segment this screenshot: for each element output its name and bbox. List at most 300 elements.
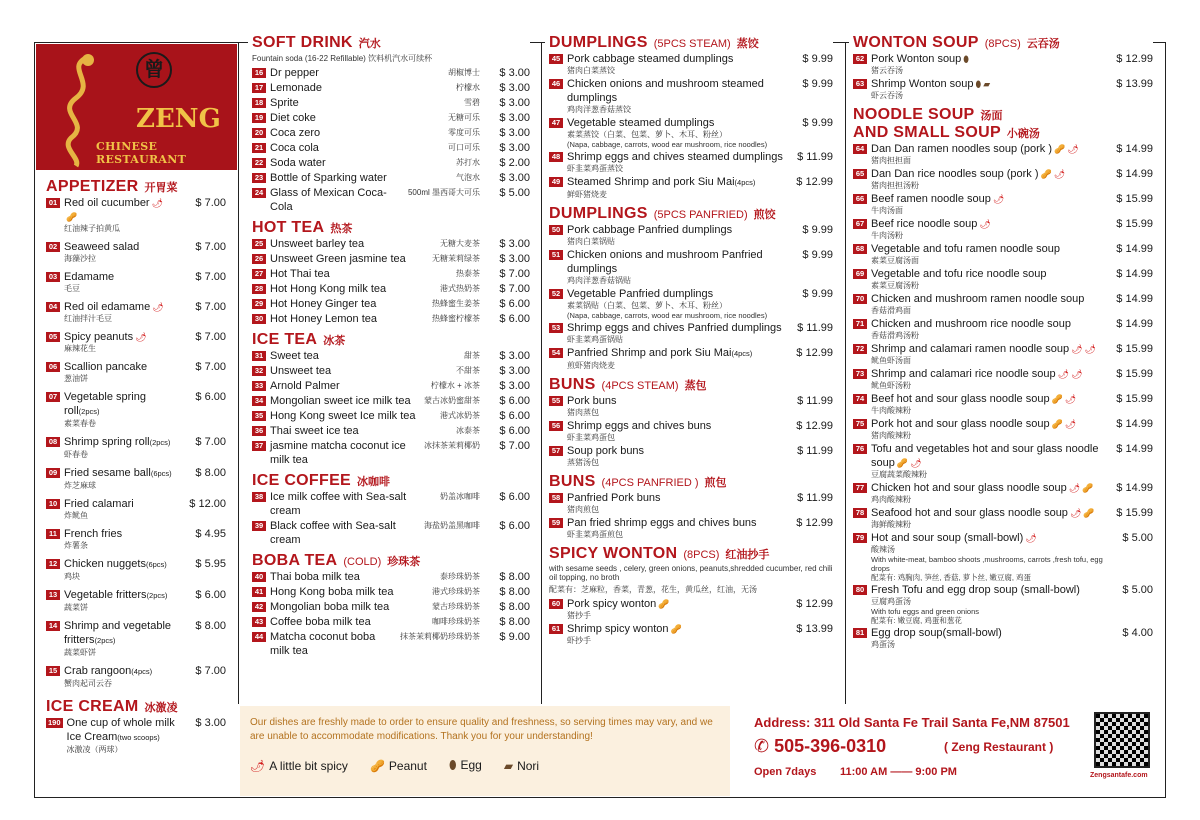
item-name (567, 419, 783, 443)
bobatea-section (252, 552, 530, 658)
item-name-en: Fried calamari (64, 498, 134, 510)
menu-item[interactable] (252, 282, 530, 296)
bobatea-title (248, 552, 530, 570)
item-name-en: Thai boba milk tea (270, 571, 360, 583)
item-price: $ 8.00 (195, 620, 226, 632)
item-portion: (6pcs) (145, 560, 167, 569)
menu-item[interactable] (252, 66, 530, 80)
item-number: 81 (853, 628, 867, 638)
item-price: $ 7.00 (195, 241, 226, 253)
softdrink-section (252, 34, 530, 214)
item-name-en: Shrimp Wonton soup (871, 78, 974, 90)
item-price: $ 14.99 (1116, 143, 1153, 155)
peanut-icon: 🥜 (369, 758, 385, 773)
item-price: $ 3.00 (499, 238, 530, 250)
menu-item[interactable] (549, 248, 833, 286)
item-name (270, 349, 460, 363)
item-name (871, 392, 1103, 416)
item-price: $ 15.99 (1116, 343, 1153, 355)
item-name-cn: 抹茶茉莉椰奶珍珠奶茶 (400, 632, 480, 641)
menu-item[interactable] (853, 342, 1153, 366)
item-name-en: Fresh Tofu and egg drop soup (small-bowl) (871, 584, 1080, 596)
pepper-icon: 🌶 (1057, 369, 1070, 379)
item-price: $ 8.00 (499, 601, 530, 613)
section-title-en: ICE COFFEE (252, 472, 352, 489)
phone-number[interactable]: ✆ 505-396-0310 (754, 736, 887, 756)
item-price: $ 3.00 (499, 172, 530, 184)
item-name (567, 597, 783, 621)
item-name (567, 516, 783, 540)
item-price: $ 7.00 (195, 436, 226, 448)
peanut-icon: 🥜 (670, 624, 682, 634)
item-name-en: jasmine matcha coconut ice milk tea (270, 440, 406, 466)
item-price: $ 8.00 (195, 467, 226, 479)
menu-item[interactable] (46, 527, 226, 551)
menu-item[interactable] (853, 317, 1153, 341)
menu-item[interactable] (252, 81, 530, 95)
egg-icon: ⬮ (975, 79, 982, 89)
item-name (270, 81, 452, 95)
menu-item[interactable] (549, 491, 833, 515)
item-number: 68 (853, 244, 867, 254)
menu-item[interactable] (46, 390, 226, 429)
icecoffee-section (252, 472, 530, 547)
peanut-icon: 🥜 (896, 458, 909, 468)
item-name-en: Beef hot and sour glass noodle soup (871, 393, 1050, 405)
item-name (270, 282, 436, 296)
menu-item[interactable] (46, 588, 226, 613)
item-name-cn: 毛豆 (64, 284, 80, 293)
item-number: 40 (252, 572, 266, 582)
qr-code-icon[interactable] (1094, 712, 1150, 768)
section-title-sub: (5PCS PANFRIED) (653, 209, 748, 221)
menu-item[interactable] (252, 379, 530, 393)
menu-item[interactable] (46, 557, 226, 582)
pepper-icon: 🌶 (1053, 169, 1066, 179)
item-name-en: Egg drop soup(small-bowl) (871, 627, 1002, 639)
item-name-en: Mongolian sweet ice milk tea (270, 395, 411, 407)
item-price: $ 15.99 (1116, 368, 1153, 380)
menu-item[interactable] (549, 394, 833, 418)
section-title-en: BUNS (549, 376, 596, 393)
bunsteam-title (545, 376, 833, 394)
icecream-section (46, 698, 226, 755)
menu-item[interactable] (549, 346, 833, 371)
peanut-icon: 🥜 (1051, 419, 1063, 429)
item-name (64, 330, 176, 354)
item-name (270, 439, 420, 467)
menu-item[interactable] (853, 217, 1153, 241)
section-title-en: BOBA TEA (252, 552, 338, 569)
menu-item[interactable] (853, 417, 1153, 441)
item-price: $ 4.95 (195, 528, 226, 540)
item-name-en: Vegetable steamed dumplings (567, 117, 715, 129)
brand-name: ZENG (136, 104, 221, 134)
menu-item[interactable] (252, 600, 530, 614)
item-price: $ 3.00 (499, 365, 530, 377)
menu-item[interactable] (853, 481, 1153, 505)
menu-item[interactable] (853, 367, 1153, 391)
menu-item[interactable] (252, 615, 530, 629)
menu-item[interactable] (853, 392, 1153, 416)
pepper-icon: 🌶 (910, 458, 922, 468)
item-price: $ 3.00 (499, 112, 530, 124)
item-name-en: Shrimp and vegetable fritters (64, 620, 172, 646)
item-price: $ 3.00 (499, 253, 530, 265)
item-price: $ 8.00 (499, 616, 530, 628)
item-name-cn: 酸辣汤 (871, 545, 895, 554)
notice-message: Our dishes are freshly made to order to ensure quality and freshness, so serving times may vary, and we are unable to accommodate modifications. Thank you for your understanding! (250, 717, 713, 742)
item-price: $ 12.99 (796, 176, 833, 188)
item-name-cn: 胡椒博士 (448, 68, 480, 77)
item-name-cn: 香菇滑鸡面 (871, 306, 911, 315)
item-name-en: Hot Hong Kong milk tea (270, 283, 387, 295)
item-price: $ 7.00 (499, 283, 530, 295)
menu-item[interactable] (853, 167, 1153, 191)
peanut-icon: 🥜 (1082, 483, 1094, 493)
item-portion: (2pcs) (94, 636, 116, 645)
menu-item[interactable] (252, 630, 530, 658)
item-name (270, 312, 428, 326)
item-name-cn: 鸡肉洋葱香菇锅贴 (567, 276, 631, 285)
section-title-cn: 开胃菜 (144, 182, 178, 194)
spicywonton-title (545, 545, 833, 563)
item-name-en: Shrimp and calamari ramen noodle soup (871, 343, 1070, 355)
item-name-cn: 豆腐鸡蛋汤 (871, 597, 911, 606)
section-note: with sesame seeds , celery, green onions, peanuts,shredded cucumber, red chili oil topping, no broth (549, 564, 833, 582)
item-number: 25 (252, 239, 266, 249)
section-title-sub: (4PCS STEAM) (601, 380, 679, 392)
item-name-en: Seaweed salad (64, 241, 140, 253)
item-name-en: Sprite (270, 97, 299, 109)
item-name-en: Black coffee with Sea-salt cream (270, 520, 396, 546)
menu-item[interactable] (46, 435, 226, 460)
item-number: 21 (252, 143, 266, 153)
item-price: $ 15.99 (1116, 193, 1153, 205)
menu-item[interactable] (252, 409, 530, 423)
item-number: 38 (252, 492, 266, 502)
menu-item[interactable] (853, 52, 1153, 76)
menu-item[interactable] (252, 570, 530, 584)
item-name-en: Steamed Shrimp and pork Siu Mai (567, 176, 735, 188)
item-price: $ 3.00 (195, 717, 226, 729)
item-price: $ 14.99 (1116, 243, 1153, 255)
item-number: 67 (853, 219, 867, 229)
menu-item[interactable] (549, 516, 833, 540)
item-name (871, 292, 1103, 316)
menu-item[interactable] (252, 364, 530, 378)
menu-item[interactable] (252, 297, 530, 311)
item-name (270, 171, 452, 185)
item-price: $ 6.00 (499, 425, 530, 437)
menu-item[interactable] (46, 716, 226, 755)
menu-item[interactable] (853, 531, 1153, 582)
appetizer-title (42, 178, 226, 196)
item-number: 04 (46, 302, 60, 312)
menu-item[interactable] (46, 466, 226, 491)
item-name-cn: 泰珍珠奶茶 (440, 572, 480, 581)
item-name-en: Unsweet Green jasmine tea (270, 253, 406, 265)
item-price: $ 7.00 (195, 665, 226, 677)
item-note: With tofu eggs and green onions (871, 607, 979, 616)
item-name (270, 600, 428, 614)
item-number: 66 (853, 194, 867, 204)
item-name-en: Arnold Palmer (270, 380, 340, 392)
item-name-en: Pork hot and sour glass noodle soup (871, 418, 1050, 430)
pepper-icon: 🌶 (151, 198, 164, 208)
item-number: 03 (46, 272, 60, 282)
item-number: 64 (853, 144, 867, 154)
item-name-en: Panfried Pork buns (567, 492, 661, 504)
item-portion: (2pcs) (149, 438, 171, 447)
item-name-en: Hot and sour soup (small-bowl) (871, 532, 1024, 544)
section-title-sub: (8PCS) (984, 38, 1021, 50)
item-number: 30 (252, 314, 266, 324)
item-name-en: Shrimp eggs and chives buns (567, 420, 712, 432)
item-name-en: Thai sweet ice tea (270, 425, 359, 437)
item-name (64, 435, 176, 460)
restaurant-name: ( Zeng Restaurant ) (944, 740, 1054, 754)
pepper-icon: 🌶 (1069, 508, 1082, 518)
item-number: 17 (252, 83, 266, 93)
item-name-en: Dr pepper (270, 67, 319, 79)
menu-item[interactable] (252, 96, 530, 110)
pepper-icon: 🌶 (979, 219, 991, 229)
spicywonton-section (549, 545, 833, 646)
item-name (871, 317, 1103, 341)
item-name (871, 217, 1103, 241)
section-note-cn: 配菜有：芝麻粒，香菜，青葱，花生，黄瓜丝，红油，无汤 (549, 585, 757, 594)
icecoffee-title (248, 472, 530, 490)
menu-item[interactable] (549, 116, 833, 149)
menu-item[interactable] (252, 519, 530, 547)
item-number: 24 (252, 188, 266, 198)
item-name (567, 150, 783, 174)
menu-item[interactable] (549, 223, 833, 247)
item-portion: (4pcs) (131, 667, 153, 676)
item-name (567, 175, 783, 200)
item-name-cn: 猪肉煎包 (567, 505, 599, 514)
menu-item[interactable] (46, 240, 226, 264)
section-note: Fountain soda (16-22 Refillable) 饮料机汽水可续杯 (252, 54, 433, 63)
item-portion: (two scoops) (117, 733, 160, 742)
menu-item[interactable] (853, 192, 1153, 216)
item-price: $ 12.99 (796, 517, 833, 529)
item-name-en: Hot Thai tea (270, 268, 330, 280)
menu-item[interactable] (549, 52, 833, 76)
item-name-en: French fries (64, 528, 123, 540)
item-name-cn: 虾韭菜鸡蛋包 (567, 433, 615, 442)
item-number: 32 (252, 366, 266, 376)
item-name (270, 126, 444, 140)
item-name-cn: 鸡块 (64, 572, 80, 581)
item-name-en: Hot Honey Ginger tea (270, 298, 377, 310)
menu-item[interactable] (853, 506, 1153, 530)
menu-item[interactable] (853, 77, 1153, 101)
item-price: $ 6.00 (499, 491, 530, 503)
item-price: $ 9.00 (499, 631, 530, 643)
section-title-cn: 冰激凌 (144, 702, 178, 714)
item-number: 49 (549, 177, 563, 187)
item-price: $ 6.00 (195, 391, 226, 403)
item-name (64, 664, 176, 689)
item-price: $ 11.99 (797, 445, 833, 457)
website-link[interactable]: Zengsantafe.com (1090, 772, 1148, 779)
item-price: $ 8.00 (499, 571, 530, 583)
noodlesoup-title (849, 106, 1153, 124)
phone-icon: ✆ (754, 736, 775, 756)
menu-item[interactable] (46, 497, 226, 521)
menu-item[interactable] (252, 439, 530, 467)
item-name (270, 424, 452, 438)
item-name-cn: 虾云吞汤 (871, 91, 903, 100)
section-title-cn: 煎包 (704, 477, 727, 489)
peanut-icon: 🥜 (658, 599, 670, 609)
item-name (67, 716, 176, 755)
menu-item[interactable] (853, 583, 1153, 625)
item-name-cn: 港式热奶茶 (440, 284, 480, 293)
item-number: 43 (252, 617, 266, 627)
menu-item[interactable] (46, 270, 226, 294)
item-name-en: Pork buns (567, 395, 617, 407)
item-name-en: Vegetable and tofu rice noodle soup (871, 268, 1047, 280)
menu-item[interactable] (549, 444, 833, 468)
item-name-en: Pork spicy wonton (567, 598, 657, 610)
section-title-en: DUMPLINGS (549, 205, 648, 222)
item-note-cn: 配菜有: 嫩豆腐, 鸡蛋和葱花 (871, 616, 962, 625)
dumpsteam-title (545, 34, 833, 52)
item-price: $ 12.99 (796, 598, 833, 610)
item-name-en: Pork Wonton soup (871, 53, 962, 65)
menu-item[interactable] (252, 424, 530, 438)
menu-item[interactable] (252, 490, 530, 518)
noodlesoup-title-2 (849, 124, 1153, 142)
item-number: 47 (549, 118, 563, 128)
menu-item[interactable] (549, 175, 833, 200)
menu-item[interactable] (46, 619, 226, 658)
item-portion: (2pcs) (146, 591, 168, 600)
column-divider (845, 42, 846, 704)
peanut-icon: 🥜 (1083, 508, 1095, 518)
menu-item[interactable] (252, 186, 530, 214)
menu-item[interactable] (252, 252, 530, 266)
dumpfried-section (549, 205, 833, 371)
item-name-cn: 葱油饼 (64, 374, 88, 383)
menu-item[interactable] (46, 196, 226, 234)
item-name (270, 66, 444, 80)
hottea-section (252, 219, 530, 326)
column-divider (541, 42, 542, 704)
item-price: $ 7.00 (195, 197, 226, 209)
menu-item[interactable] (549, 321, 833, 345)
menu-item[interactable] (549, 622, 833, 646)
item-name-cn: 零度可乐 (448, 128, 480, 137)
item-name (871, 52, 1103, 76)
soups-column (853, 34, 1153, 655)
menu-item[interactable] (853, 442, 1153, 480)
item-number: 18 (252, 98, 266, 108)
item-name-cn: 虾韭菜鸡蛋锅贴 (567, 335, 623, 344)
section-title-cn: 冰咖啡 (357, 476, 391, 488)
item-price: $ 3.00 (499, 82, 530, 94)
menu-item[interactable] (853, 626, 1153, 650)
item-number: 58 (549, 493, 563, 503)
menu-item[interactable] (252, 585, 530, 599)
bunsteam-section (549, 376, 833, 468)
item-number: 20 (252, 128, 266, 138)
item-name-en: Chicken onions and mushroom steamed dumplings (567, 78, 764, 104)
menu-item[interactable] (46, 300, 226, 324)
menu-item[interactable] (252, 394, 530, 408)
item-price: $ 8.00 (499, 586, 530, 598)
menu-item[interactable] (252, 349, 530, 363)
menu-item[interactable] (853, 292, 1153, 316)
menu-item[interactable] (549, 419, 833, 443)
item-price: $ 3.00 (499, 350, 530, 362)
menu-item[interactable] (252, 111, 530, 125)
menu-item[interactable] (853, 267, 1153, 291)
item-name-cn: 热蜂蜜生姜茶 (432, 299, 480, 308)
item-number: 12 (46, 559, 60, 569)
item-number: 80 (853, 585, 867, 595)
item-price: $ 6.00 (499, 520, 530, 532)
item-name (64, 497, 176, 521)
item-name-en: Pork cabbage steamed dumplings (567, 53, 734, 65)
menu-item[interactable] (252, 312, 530, 326)
section-title-cn: 小碗汤 (1006, 128, 1040, 140)
item-name (270, 615, 428, 629)
menu-item[interactable] (252, 126, 530, 140)
menu-item[interactable] (549, 150, 833, 174)
menu-item[interactable] (549, 597, 833, 621)
item-name (871, 626, 1103, 650)
section-title-cn: 云吞汤 (1026, 38, 1060, 50)
menu-item[interactable] (252, 156, 530, 170)
menu-item[interactable] (549, 287, 833, 320)
item-name-cn: 海藻沙拉 (64, 254, 96, 263)
item-price: $ 15.99 (1116, 507, 1153, 519)
menu-item[interactable] (853, 242, 1153, 266)
item-name (871, 242, 1103, 266)
item-name (567, 116, 783, 149)
menu-item[interactable] (252, 171, 530, 185)
item-name-cn: 素菜锅贴（白菜、包菜、萝卜、木耳、粉丝） (567, 301, 727, 310)
menu-item[interactable] (46, 360, 226, 384)
item-price: $ 12.99 (1116, 53, 1153, 65)
menu-item[interactable] (853, 142, 1153, 166)
item-name-en: Coca cola (270, 142, 319, 154)
section-title-en: NOODLE SOUP (853, 106, 975, 123)
item-name-en: Seafood hot and sour glass noodle soup (871, 507, 1068, 519)
section-title-cn: 汽水 (358, 38, 381, 50)
notice-panel (240, 706, 730, 796)
appetizer-section (46, 178, 226, 695)
menu-item[interactable] (46, 664, 226, 689)
menu-item[interactable] (252, 237, 530, 251)
item-name (567, 223, 783, 247)
menu-item[interactable] (46, 330, 226, 354)
section-title-cn: 珍珠茶 (387, 556, 421, 568)
pepper-icon: 🌶 (1071, 344, 1083, 354)
menu-item[interactable] (252, 141, 530, 155)
noodlesoup-section (853, 106, 1153, 650)
item-name-cn: 鲜虾猪烧麦 (567, 190, 607, 199)
menu-item[interactable] (252, 267, 530, 281)
section-title-sub: (COLD) (343, 556, 382, 568)
item-name-cn: 猪云吞汤 (871, 66, 903, 75)
menu-item[interactable] (549, 77, 833, 115)
section-title-en: ICE CREAM (46, 698, 139, 715)
